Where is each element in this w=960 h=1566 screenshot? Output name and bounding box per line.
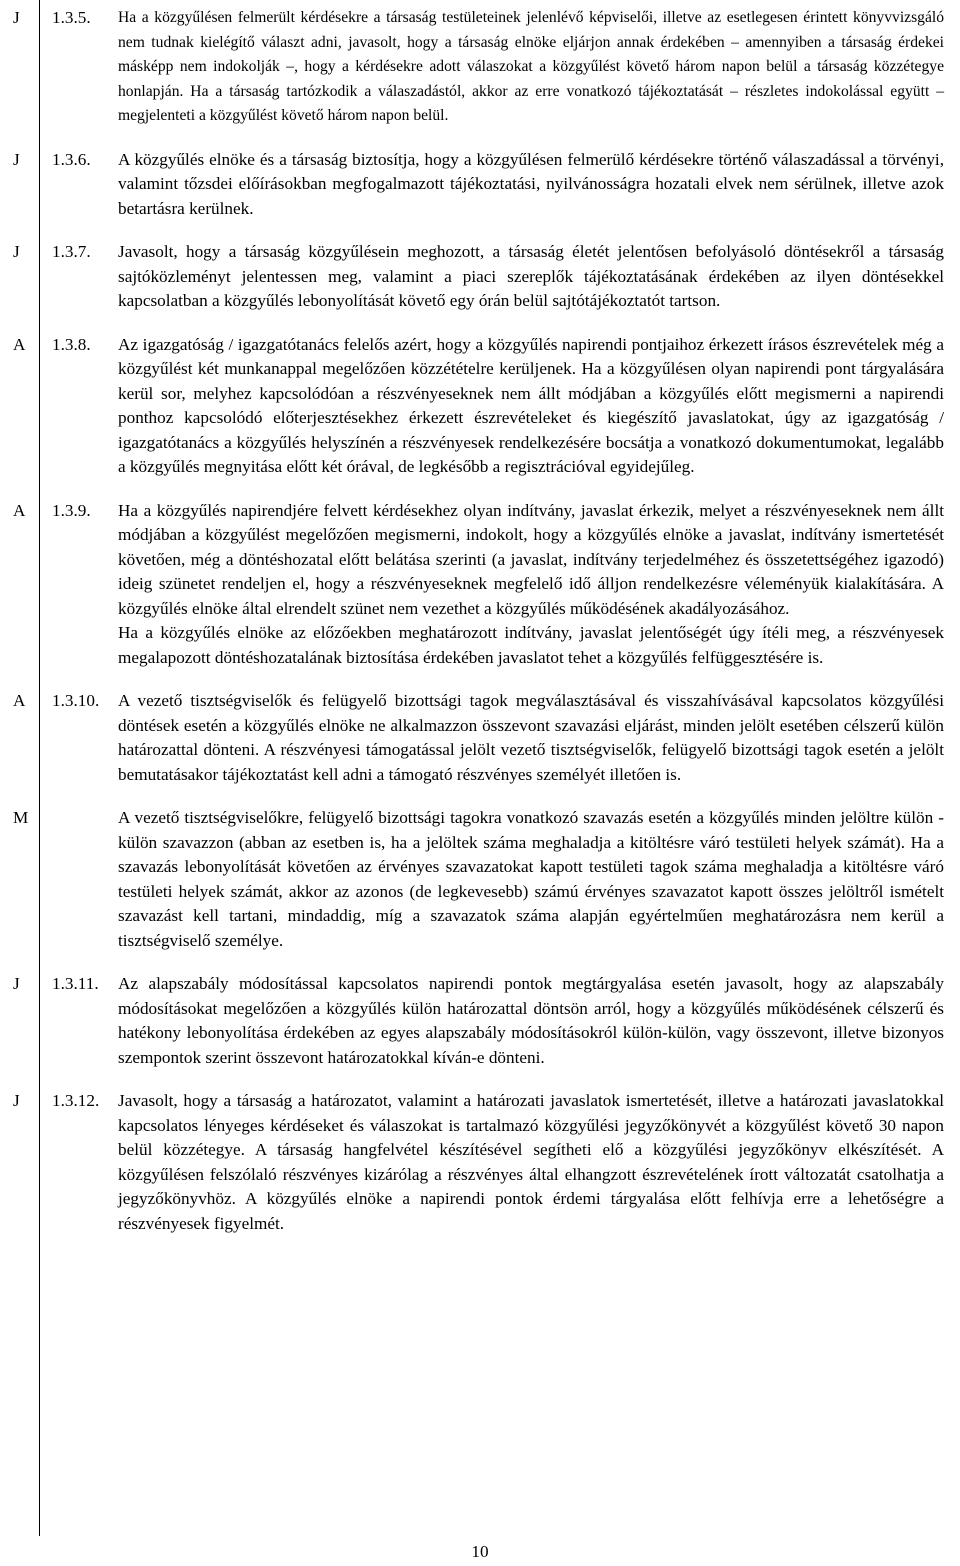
- section-text: [118, 240, 944, 314]
- paragraph: Ha a közgyűlés napirendjére felvett kérdésekhez olyan indítvány, javaslat érkezik, melyet a részvényeseknek nem állt módjában a közgyűlést megelőzően megismerni, indokolt, hogy a közgyűlés elnöke a javaslat, indítvány ismertetését követően, még a döntéshozatal előtt belátása szerinti (a javaslat, indítvány terjedelméhez és összetettségéhez igazodó) ideig szünetet rendeljen el, hogy a részvényeseknek megfelelő idő álljon rendelkezésre véleményük kialakítására. A közgyűlés elnöke által elrendelt szünet nem vezethet a közgyűlés működésének akadályozásához.: [118, 500, 944, 618]
- section-number: 1.3.10.: [52, 691, 100, 710]
- section-1-3-8: [0, 333, 960, 480]
- section-text: [118, 806, 944, 953]
- paragraph: Az igazgatóság / igazgatótanács felelős azért, hogy a közgyűlés napirendi pontjaihoz érkezett írásos észrevételek még a közgyűlést két munkanappal megelőzően közzétételre kerüljenek. Ha a közgyűlésen olyan napirendi pont tárgyalására kerül sor, melyhez kapcsolódóan a részvényeseknek nem állt módjában a közgyűlés előtt megismerni a napirendi ponthoz kapcsolódó előterjesztésekhez érkezett észrevételeket és kiegészítő javaslatokat, úgy az igazgatóság / igazgatótanács a közgyűlés helyszínén a részvényesek rendelkezésére bocsátja a vonatkozó dokumentumokat, legalább a közgyűlés megnyitása előtt két órával, de legkésőbb a regisztrációval egyidejűleg.: [118, 334, 944, 476]
- section-number: 1.3.12.: [52, 1091, 100, 1110]
- section-1-3-9: [0, 499, 960, 671]
- section-1-3-7: [0, 240, 960, 314]
- section-number: 1.3.6.: [52, 149, 91, 169]
- paragraph: Javasolt, hogy a társaság a határozatot, valamint a határozati javaslatok ismertetését, illetve a határozati javaslatokkal kapcsolatos lényeges kérdéseket és válaszokat is tartalmazó közgyűlési jegyzőkönyvét a közgyűlést követő 30 napon belül közzétegye. A társaság hangfelvétel készítésével segítheti elő a közgyűlési jegyzőkönyv elkészítését. A közgyűlésen felszólaló részvényes kizárólag a részvényes által elhangzott észrevételének írott változatát csatolhatja a jegyzőkönyvhöz. A közgyűlés elnöke a napirendi pontok érdemi tárgyalása előtt felhívja erre a lehetőségre a részvényesek figyelmét.: [118, 1091, 944, 1233]
- section-text: [118, 333, 944, 480]
- compliance-flag: J: [13, 974, 20, 993]
- section-number: 1.3.8.: [52, 334, 91, 354]
- section-text: [118, 1089, 944, 1236]
- section-1-3-5: [0, 6, 960, 129]
- section-text: [118, 499, 944, 671]
- page-number: 10: [471, 1542, 489, 1561]
- section-number: 1.3.7.: [52, 242, 91, 261]
- section-1-3-12: [0, 1089, 960, 1236]
- paragraph: Az alapszabály módosítással kapcsolatos napirendi pontok megtárgyalása esetén javasolt, hogy az alapszabály módosításokat megelőzően a közgyűlés külön határozattal döntsön arról, hogy a közgyűlés működésének célszerű és hatékony lebonyolítása érdekében az egyes alapszabály módosításokról külön-külön, vagy összevont, illetve bizonyos szempontok szerint összevont határozatokkal kíván-e dönteni.: [118, 974, 944, 1067]
- paragraph: A vezető tisztségviselők és felügyelő bizottsági tagok megválasztásával és visszahívásával kapcsolatos közgyűlési döntések esetén a közgyűlés elnöke ne alkalmazzon összevont szavazási eljárást, minden jelölt esetében célszerű külön határozattal dönteni. A részvényesi támogatással jelölt vezető tisztségviselők, felügyelő bizottsági tagok esetén a jelölt bemutatásakor tájékoztatást kell adni a támogató részvényes személyét illetően is.: [118, 691, 944, 784]
- paragraph: Javasolt, hogy a társaság közgyűlésein meghozott, a társaság életét jelentősen befolyásoló döntésekről a társaság sajtóközleményt jelentessen meg, valamint a piaci szereplők tájékoztatásának érdekében az ilyen döntésekkel kapcsolatban a közgyűlés lebonyolítását követő egy órán belül sajtótájékoztatót tartson.: [118, 242, 944, 310]
- compliance-flag: J: [13, 242, 20, 261]
- compliance-flag: J: [13, 8, 20, 27]
- compliance-flag: M: [13, 808, 29, 827]
- paragraph: A vezető tisztségviselőkre, felügyelő bizottsági tagokra vonatkozó szavazás esetén a közgyűlés minden jelöltre külön - külön szavazzon (abban az esetben is, ha a jelöltek száma meghaladja a kitöltésre váró testületi helyek számát). Ha a szavazás lebonyolítását követően az érvényes szavazatokat kapott testületi tagok száma meghaladja a kitöltésre váró testületi helyek számát, akkor az azonos (de legkevesebb) számú érvényes szavazatot kapott összes jelöltről ismételt szavazást kell tartani, mindaddig, míg a szavazatok száma alapján egyértelműen meghatározásra nem kerül a tisztségviselő személye.: [118, 808, 944, 950]
- compliance-flag: A: [13, 500, 26, 520]
- section-1-3-6: [0, 148, 960, 222]
- section-number: 1.3.9.: [52, 500, 91, 520]
- section-text: [118, 689, 944, 787]
- compliance-flag: A: [13, 691, 26, 710]
- section-text: [118, 972, 944, 1070]
- section-1-3-10-recommendation: [0, 806, 960, 953]
- section-text: [118, 148, 944, 222]
- compliance-flag: J: [13, 149, 20, 169]
- document-body: [0, 6, 960, 1255]
- section-1-3-11: [0, 972, 960, 1070]
- paragraph: A közgyűlés elnöke és a társaság biztosítja, hogy a közgyűlésen felmerülő kérdésekre történő válaszadással a törvényi, valamint tőzsdei előírásokban megfogalmazott tájékoztatási, nyilvánosságra hozatali elvek nem sérülnek, illetve azok betartásra kerülnek.: [118, 149, 944, 218]
- section-1-3-10: [0, 689, 960, 787]
- paragraph: Ha a közgyűlés elnöke az előzőekben meghatározott indítvány, javaslat jelentőségét úgy ítéli meg, a részvényesek megalapozott döntéshozatalának biztosítása érdekében javaslatot tehet a közgyűlés felfüggesztésére is.: [118, 623, 944, 667]
- compliance-flag: J: [13, 1091, 20, 1110]
- paragraph: Ha a közgyűlésen felmerült kérdésekre a társaság testületeinek jelenlévő képviselői, illetve az esetlegesen érintett könyvvizsgáló nem tudnak kielégítő választ adni, javasolt, hogy a társaság elnöke eljárjon annak érdekében – amennyiben a társaság érdekei másképp nem indokolják –, hogy a kérdésekre adott válaszokat a közgyűlést követő három napon belül a társaság közzétegye honlapján. Ha a társaság tartózkodik a válaszadástól, akkor az erre vonatkozó tájékoztatását – részletes indokolással együtt – megjelenteti a közgyűlést követő három napon belül.: [118, 9, 944, 124]
- section-text: [118, 6, 944, 129]
- section-number: 1.3.11.: [52, 974, 99, 993]
- compliance-flag: A: [13, 334, 26, 354]
- section-number: 1.3.5.: [52, 8, 91, 27]
